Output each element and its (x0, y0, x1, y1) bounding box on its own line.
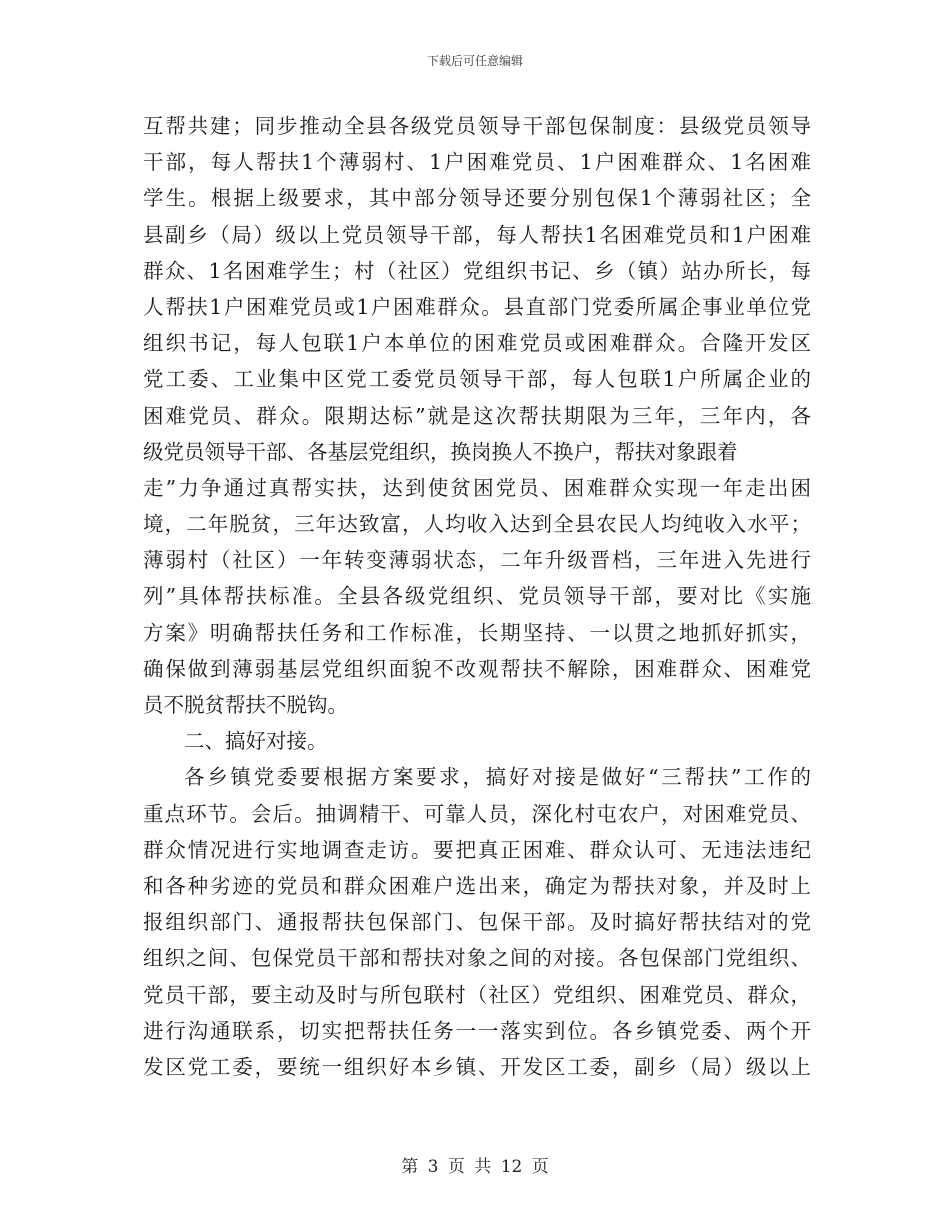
text-line: 确保做到薄弱基层党组织面貌不改观帮扶不解除，困难群众、困难党 (143, 656, 811, 681)
text-line: 和各种劣迹的党员和群众困难户选出来，确定为帮扶对象，并及时上 (143, 873, 811, 898)
text-line: 人帮扶1户困难党员或1户困难群众。县直部门党委所属企事业单位党 (143, 294, 811, 319)
page-footer: 第 3 页 共 12 页 (401, 1157, 549, 1177)
text-line: 重点环节。会后。抽调精干、可靠人员，深化村屯农户，对困难党员、 (143, 801, 811, 826)
text-line: 县副乡（局）级以上党员领导干部，每人帮扶1名困难党员和1户困难 (143, 222, 811, 247)
text-line: 互帮共建；同步推动全县各级党员领导干部包保制度：县级党员领导 (143, 114, 811, 138)
text-line: 级党员领导干部、各基层党组织，换岗换人不换户，帮扶对象跟着 (143, 439, 738, 464)
text-line: 组织之间、包保党员干部和帮扶对象之间的对接。各包保部门党组织、 (143, 946, 811, 971)
text-line: 组织书记，每人包联1户本单位的困难党员或困难群众。合隆开发区 (143, 331, 811, 356)
section-heading: 二、搞好对接。 (184, 729, 328, 754)
text-line: 进行沟通联系，切实把帮扶任务一一落实到位。各乡镇党委、两个开 (143, 1018, 811, 1043)
text-line: 群众、1名困难学生；村（社区）党组织书记、乡（镇）站办所长，每 (143, 258, 811, 283)
text-line: 困难党员、群众。限期达标”就是这次帮扶期限为三年，三年内，各 (143, 403, 811, 428)
body-text (143, 108, 811, 1085)
text-line: 群众情况进行实地调查走访。要把真正困难、群众认可、无违法违纪 (143, 837, 811, 862)
text-line: 列”具体帮扶标准。全县各级党组织、党员领导干部，要对比《实施 (143, 584, 811, 609)
page-header: 下载后可任意编辑 (426, 54, 523, 68)
text-line: 发区党工委，要统一组织好本乡镇、开发区工委，副乡（局）级以上 (143, 1054, 811, 1079)
text-line: 报组织部门、通报帮扶包保部门、包保干部。及时搞好帮扶结对的党 (143, 910, 811, 935)
text-line: 走”力争通过真帮实扶，达到使贫困党员、困难群众实现一年走出困 (143, 475, 811, 500)
text-line: 党员干部，要主动及时与所包联村（社区）党组织、困难党员、群众， (143, 982, 811, 1007)
text-line: 方案》明确帮扶任务和工作标准，长期坚持、一以贯之地抓好抓实， (143, 620, 811, 645)
text-line: 员不脱贫帮扶不脱钩。 (143, 693, 348, 717)
text-line: 薄弱村（社区）一年转变薄弱状态，二年升级晋档，三年进入先进行 (143, 548, 811, 573)
text-line: 境，二年脱贫，三年达致富，人均收入达到全县农民人均纯收入水平； (143, 512, 811, 537)
text-line: 各乡镇党委要根据方案要求，搞好对接是做好“三帮扶”工作的 (184, 765, 811, 790)
text-line: 学生。根据上级要求，其中部分领导还要分别包保1个薄弱社区；全 (143, 186, 811, 211)
text-line: 党工委、工业集中区党工委党员领导干部，每人包联1户所属企业的 (143, 367, 811, 392)
text-line: 干部，每人帮扶1个薄弱村、1户困难党员、1户困难群众、1名困难 (143, 150, 811, 175)
